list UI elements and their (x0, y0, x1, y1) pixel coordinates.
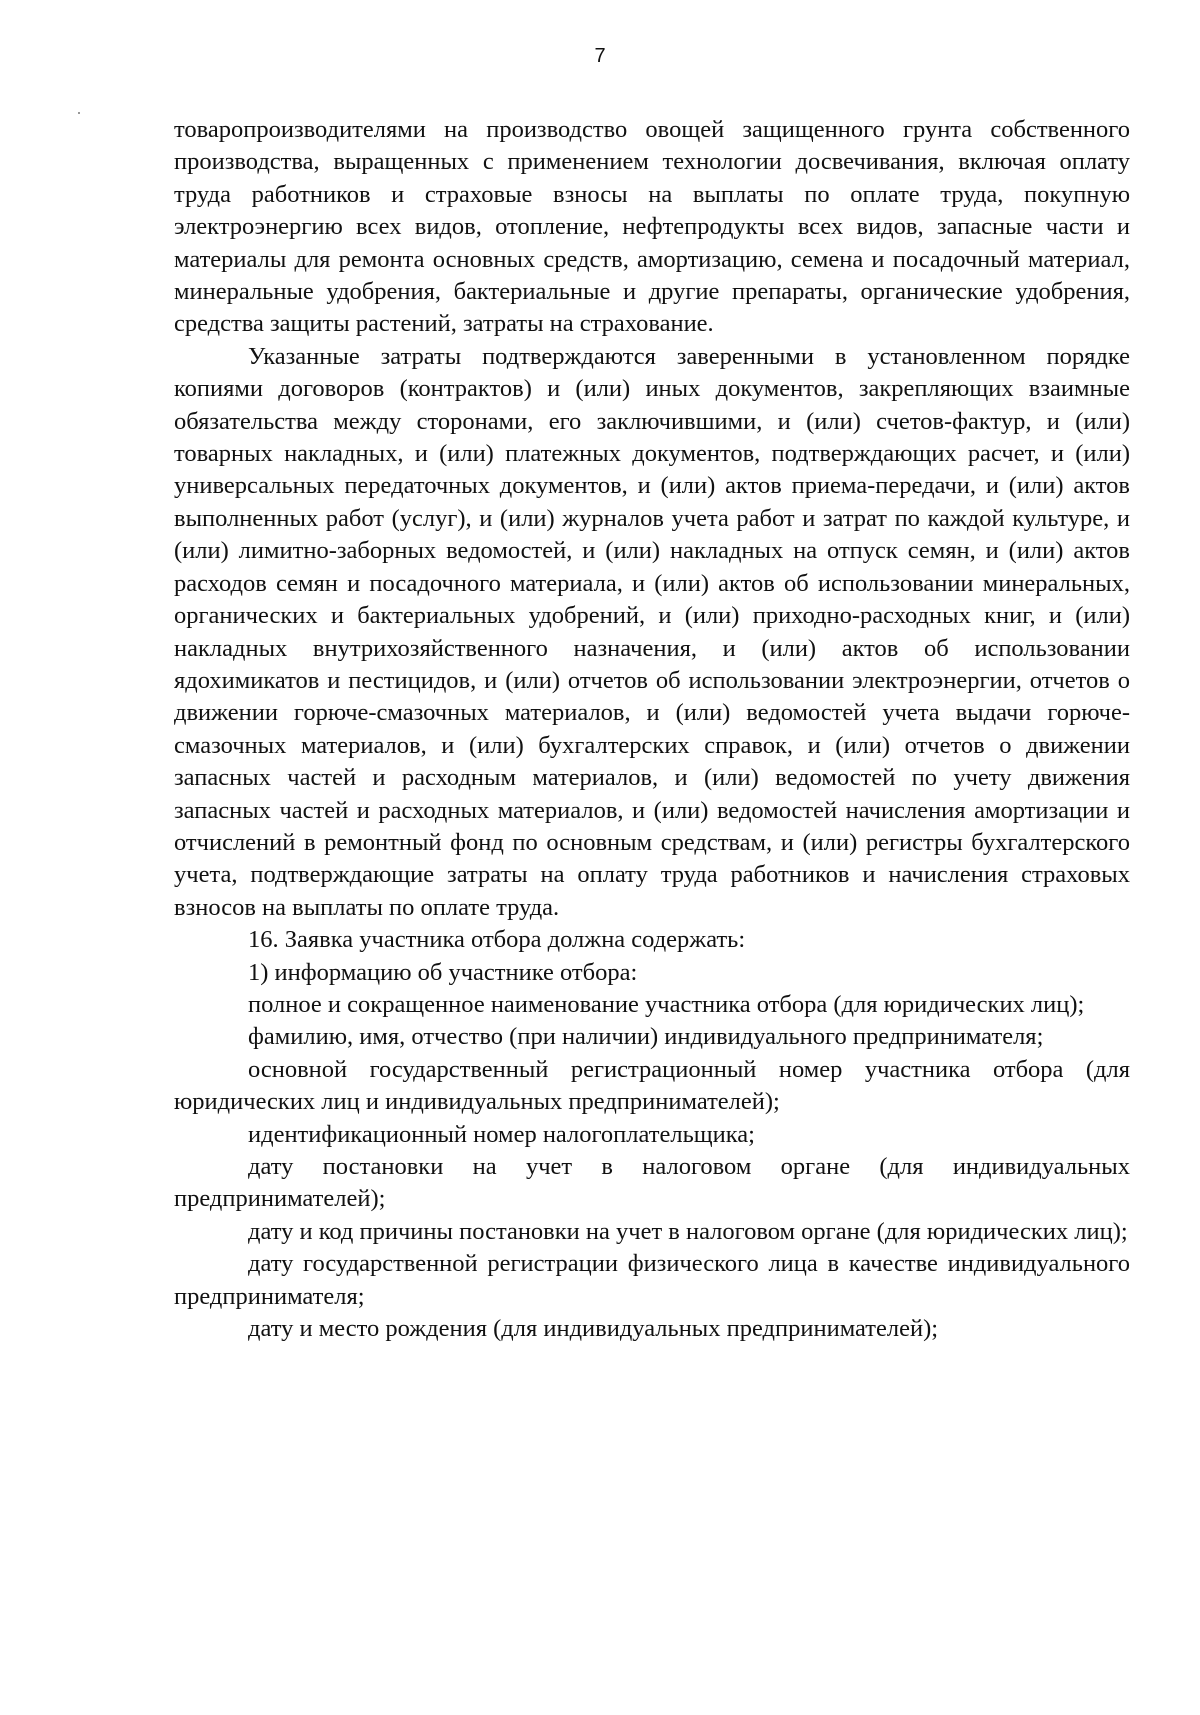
list-item-state-registration-date: дату государственной регистрации физического лица в качестве индивидуального предпринимателя; (174, 1250, 1130, 1310)
list-item-ogrn: основной государственный регистрационный номер участника отбора (для юридических лиц и индивидуальных предпринимателей); (174, 1055, 1130, 1116)
list-item-participant-info: 1) информацию об участнике отбора: (248, 958, 638, 986)
paragraph-application-contents: 16. Заявка участника отбора должна содержать: (248, 926, 746, 954)
page-number: 7 (594, 45, 606, 67)
document-body (174, 114, 1130, 1345)
paragraph-supporting-documents: Указанные затраты подтверждаются заверенными в установленном порядке копиями договоров (контрактов) и (или) иных документов, закрепляющих взаимные обязательства между сторонами, его заключившими, и (или) счетов-фактур, и (или) товарных накладных, и (или) платежных документов, подтверждающих расчет, и (или) универсальных передаточных документов, и (или) актов приема-передачи, и (или) актов выполненных работ (услуг), и (или) журналов учета работ и затрат по каждой культуре, и (или) лимитно-заборных ведомостей, и (или) накладных на отпуск семян, и (или) актов расходов семян и посадочного материала, и (или) актов об использовании минеральных, органических и бактериальных удобрений, и (или) приходно-расходных книг, и (или) накладных внутрихозяйственного назначения, и (или) актов об использовании ядохимикатов и пестицидов, и (или) отчетов об использовании электроэнергии, отчетов о движении горюче-смазочных материалов, и (или) ведомостей учета выдачи горюче-смазочных материалов, и (или) бухгалтерских справок, и (или) отчетов о движении запасных частей и расходным материалов, и (или) ведомостей по учету движения запасных частей и расходных материалов, и (или) ведомостей начисления амортизации и отчислений в ремонтный фонд по основным средствам, и (или) регистры бухгалтерского учета, подтверждающие затраты на оплату труда работников и начисления страховых взносов на выплаты по оплате труда. (174, 342, 1130, 921)
list-item-inn: идентификационный номер налогоплательщика; (248, 1120, 755, 1148)
list-item-birth-date-place: дату и место рождения (для индивидуальных предпринимателей); (248, 1315, 939, 1343)
list-item-full-name-entrepreneur: фамилию, имя, отчество (при наличии) индивидуального предпринимателя; (248, 1023, 1044, 1051)
list-item-full-short-name: полное и сокращенное наименование участника отбора (для юридических лиц); (248, 990, 1085, 1018)
scan-artifact-dot (78, 112, 80, 114)
paragraph-cost-items: товаропроизводителями на производство овощей защищенного грунта собственного производства, выращенных с применением технологии досвечивания, включая оплату труда работников и страховые взносы на выплаты по оплате труда, покупную электроэнергию всех видов, отопление, нефтепродукты всех видов, запасные части и материалы для ремонта основных средств, амортизацию, семена и посадочный материал, минеральные удобрения, бактериальные и другие препараты, органические удобрения, средства защиты растений, затраты на страхование. (174, 116, 1130, 338)
list-item-tax-registration-date: дату постановки на учет в налоговом органе (для индивидуальных предпринимателей); (174, 1153, 1130, 1213)
list-item-tax-registration-code: дату и код причины постановки на учет в налоговом органе (для юридических лиц); (248, 1217, 1128, 1245)
